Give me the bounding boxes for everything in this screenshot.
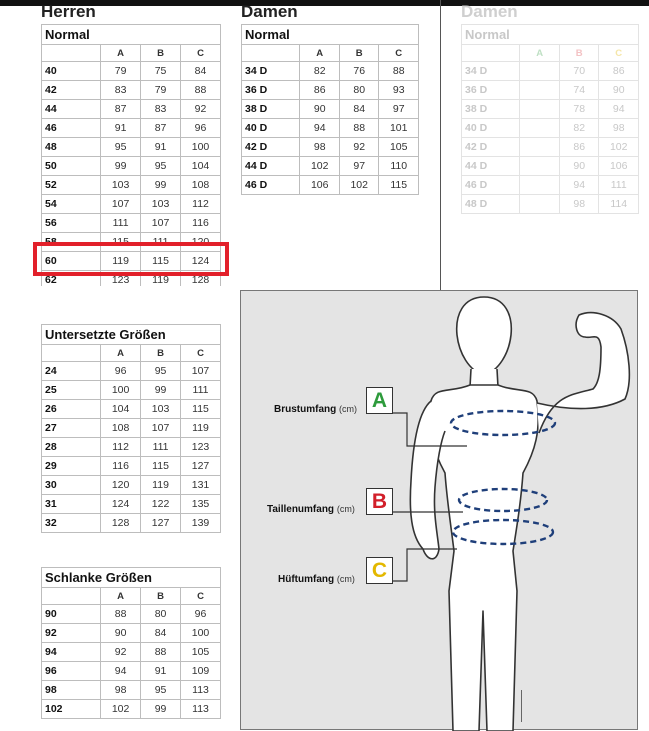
measurement-cell: 111 [141,233,181,252]
measurement-cell [520,176,560,195]
size-label: 48 [42,138,101,157]
measurement-cell: 83 [141,100,181,119]
measurement-cell: 100 [181,624,221,643]
table-row [42,495,221,514]
column-header-a: A [101,345,141,362]
measurement-cell: 79 [141,81,181,100]
measurement-cell: 87 [101,100,141,119]
measurement-cell: 86 [559,138,599,157]
measurement-cell: 98 [101,681,141,700]
measurement-cell: 99 [101,157,141,176]
measurement-cell: 116 [181,214,221,233]
header-blank [242,45,300,62]
measurement-cell: 119 [141,271,181,287]
measurement-cell: 95 [101,138,141,157]
measurement-cell: 102 [339,176,379,195]
column-header-a: A [520,45,560,62]
size-label: 36 D [242,81,300,100]
table-row [42,605,221,624]
size-label: 90 [42,605,101,624]
measurement-cell: 114 [599,195,639,214]
measurement-cell [520,138,560,157]
size-label: 94 [42,643,101,662]
measurement-cell: 82 [559,119,599,138]
size-label: 28 [42,438,101,457]
measurement-cell: 98 [300,138,340,157]
table-row [42,100,221,119]
size-label: 36 D [462,81,520,100]
table-row [242,119,419,138]
measurement-cell: 123 [101,271,141,287]
measurement-cell: 115 [141,457,181,476]
measurement-cell: 106 [300,176,340,195]
measurement-cell: 98 [599,119,639,138]
column-header-a: A [101,588,141,605]
measurement-cell [520,100,560,119]
measurement-cell: 74 [559,81,599,100]
size-label: 30 [42,476,101,495]
measurement-cell [520,119,560,138]
size-label: 25 [42,381,101,400]
table-row [42,81,221,100]
table-row [462,195,639,214]
table-row [42,643,221,662]
table-row [462,119,639,138]
measurement-cell: 100 [101,381,141,400]
table-row [42,419,221,438]
size-label: 102 [42,700,101,719]
table-row [42,195,221,214]
measurement-cell: 78 [559,100,599,119]
measurement-cell: 95 [141,681,181,700]
measurement-cell: 111 [599,176,639,195]
measurement-cell: 97 [379,100,419,119]
measurement-cell: 104 [181,157,221,176]
measurement-cell: 95 [141,362,181,381]
table-row [42,138,221,157]
size-label: 54 [42,195,101,214]
heading-damen-faded: Damen [461,2,518,21]
measurement-cell: 112 [181,195,221,214]
measurement-cell [520,157,560,176]
table-row [462,138,639,157]
column-header-b: B [141,588,181,605]
column-header-b: B [339,45,379,62]
measurement-cell: 119 [181,419,221,438]
measurement-cell [520,195,560,214]
table-row [42,362,221,381]
measurement-cell: 128 [181,271,221,287]
size-label: 56 [42,214,101,233]
measurement-cell: 102 [101,700,141,719]
size-label: 34 D [462,62,520,81]
measurement-cell: 94 [599,100,639,119]
measurement-cell: 131 [181,476,221,495]
measurement-cell: 119 [141,476,181,495]
measurement-cell: 87 [141,119,181,138]
damen-normal-title: Normal [242,25,419,45]
table-row [242,100,419,119]
measurement-c-box: C [366,557,393,584]
measurement-cell: 90 [300,100,340,119]
header-blank [42,45,101,62]
size-label: 52 [42,176,101,195]
table-row [242,62,419,81]
column-header-b: B [141,45,181,62]
measurement-cell: 88 [101,605,141,624]
measurement-cell: 91 [101,119,141,138]
header-blank [462,45,520,62]
measurement-cell: 101 [379,119,419,138]
table-row [462,176,639,195]
damen-faded-table [461,24,639,214]
column-header-a: A [101,45,141,62]
size-label: 42 [42,81,101,100]
measurement-cell: 116 [101,457,141,476]
table-row [462,81,639,100]
measurement-cell: 120 [181,233,221,252]
column-header-c: C [181,345,221,362]
table-row [42,476,221,495]
measurement-cell: 107 [101,195,141,214]
brustumfang-label: Brustumfang (cm) [274,404,358,415]
measurement-cell: 88 [181,81,221,100]
measurement-cell: 108 [101,419,141,438]
measurement-cell: 94 [101,662,141,681]
measurement-b-box: B [366,488,393,515]
measurement-cell [520,81,560,100]
table-row [42,681,221,700]
measurement-cell: 115 [101,233,141,252]
measurement-cell: 94 [300,119,340,138]
table-row [42,438,221,457]
size-label: 62 [42,271,101,287]
header-blank [42,345,101,362]
table-row [242,81,419,100]
column-header-c: C [599,45,639,62]
measurement-cell: 94 [559,176,599,195]
measurement-cell: 135 [181,495,221,514]
measurement-cell: 107 [181,362,221,381]
measurement-cell: 109 [181,662,221,681]
measurement-cell: 80 [339,81,379,100]
measurement-cell: 113 [181,681,221,700]
size-label: 92 [42,624,101,643]
size-label: 27 [42,419,101,438]
damen-faded-title: Normal [462,25,639,45]
heading-damen: Damen [241,2,298,21]
measurement-cell: 107 [141,419,181,438]
untersetzte-title: Untersetzte Größen [42,325,221,345]
size-label: 50 [42,157,101,176]
size-label: 58 [42,233,101,252]
size-label: 42 D [242,138,300,157]
size-label: 46 D [462,176,520,195]
measurement-a-box: A [366,387,393,414]
measurement-cell: 104 [101,400,141,419]
table-row [42,400,221,419]
measurement-cell: 103 [141,195,181,214]
column-header-a: A [300,45,340,62]
measurement-cell: 124 [101,495,141,514]
measurement-cell: 107 [141,214,181,233]
table-row [42,381,221,400]
table-row [42,624,221,643]
size-label: 31 [42,495,101,514]
size-label: 40 D [242,119,300,138]
measurement-cell: 88 [141,643,181,662]
table-row [42,62,221,81]
column-divider [440,0,441,290]
column-header-c: C [181,45,221,62]
measurement-cell: 102 [599,138,639,157]
size-label: 40 D [462,119,520,138]
measurement-cell: 103 [101,176,141,195]
column-header-c: C [181,588,221,605]
size-label: 98 [42,681,101,700]
measurement-cell: 86 [599,62,639,81]
schlanke-table-clip [41,567,221,722]
measurement-cell: 105 [181,643,221,662]
table-row [462,100,639,119]
measurement-cell: 127 [141,514,181,533]
measurement-cell: 84 [339,100,379,119]
measurement-cell: 90 [559,157,599,176]
untersetzte-groessen-table [41,324,221,533]
size-label: 44 D [462,157,520,176]
size-label: 40 [42,62,101,81]
measurement-cell: 110 [379,157,419,176]
table-row [42,157,221,176]
measurement-cell: 70 [559,62,599,81]
table-row [242,176,419,195]
measurement-cell: 139 [181,514,221,533]
measurement-cell: 75 [141,62,181,81]
measurement-cell: 124 [181,252,221,271]
size-label: 44 D [242,157,300,176]
table-row [462,62,639,81]
measurement-cell: 99 [141,700,181,719]
measurement-cell: 102 [300,157,340,176]
measurement-cell: 90 [599,81,639,100]
measurement-cell: 119 [101,252,141,271]
measurement-cell: 122 [141,495,181,514]
table-row [42,119,221,138]
column-header-b: B [559,45,599,62]
bottom-divider [521,690,522,722]
measurement-cell: 99 [141,381,181,400]
measurement-cell: 76 [339,62,379,81]
measurement-cell [520,62,560,81]
table-row [42,176,221,195]
measurement-cell: 84 [141,624,181,643]
highlighted-size-row [33,242,229,276]
measurement-cell: 95 [141,157,181,176]
measurement-cell: 128 [101,514,141,533]
table-row [42,514,221,533]
measurement-cell: 111 [181,381,221,400]
table-row [242,157,419,176]
measurement-cell: 90 [101,624,141,643]
size-label: 24 [42,362,101,381]
size-label: 29 [42,457,101,476]
schlanke-groessen-table [41,567,221,719]
measurement-cell: 120 [101,476,141,495]
measurement-cell: 99 [141,176,181,195]
measurement-cell: 88 [379,62,419,81]
header-blank [42,588,101,605]
size-label: 38 D [462,100,520,119]
measurement-cell: 91 [141,662,181,681]
table-row [42,214,221,233]
top-bar [0,0,649,6]
measurement-cell: 92 [101,643,141,662]
herren-normal-title: Normal [42,25,221,45]
table-row [42,700,221,719]
measurement-cell: 96 [181,605,221,624]
measurement-cell: 108 [181,176,221,195]
measurement-cell: 80 [141,605,181,624]
measurement-cell: 113 [181,700,221,719]
measurement-cell: 100 [181,138,221,157]
measurement-cell: 86 [300,81,340,100]
size-label: 60 [42,252,101,271]
measurement-cell: 98 [559,195,599,214]
heading-herren: Herren [41,2,96,21]
body-measurement-diagram [240,290,638,730]
measurement-cell: 97 [339,157,379,176]
measurement-cell: 96 [101,362,141,381]
schlanke-title: Schlanke Größen [42,568,221,588]
damen-normal-table [241,24,419,195]
table-row [42,662,221,681]
size-label: 32 [42,514,101,533]
measurement-cell: 115 [181,400,221,419]
measurement-cell: 91 [141,138,181,157]
measurement-cell: 103 [141,400,181,419]
measurement-cell: 105 [379,138,419,157]
measurement-cell: 83 [101,81,141,100]
measurement-cell: 93 [379,81,419,100]
measurement-cell: 106 [599,157,639,176]
table-row [42,457,221,476]
column-header-b: B [141,345,181,362]
measurement-cell: 92 [181,100,221,119]
column-header-c: C [379,45,419,62]
measurement-cell: 127 [181,457,221,476]
measurement-cell: 115 [141,252,181,271]
size-label: 96 [42,662,101,681]
measurement-cell: 88 [339,119,379,138]
size-label: 38 D [242,100,300,119]
table-row [242,138,419,157]
measurement-cell: 92 [339,138,379,157]
size-label: 46 [42,119,101,138]
size-label: 44 [42,100,101,119]
size-label: 42 D [462,138,520,157]
size-label: 34 D [242,62,300,81]
hueftumfang-label: Hüftumfang (cm) [278,574,355,585]
size-label: 46 D [242,176,300,195]
measurement-cell: 115 [379,176,419,195]
table-row [462,157,639,176]
measurement-cell: 123 [181,438,221,457]
measurement-cell: 79 [101,62,141,81]
measurement-cell: 84 [181,62,221,81]
size-label: 26 [42,400,101,419]
measurement-cell: 111 [141,438,181,457]
measurement-cell: 82 [300,62,340,81]
taillenumfang-label: Taillenumfang (cm) [267,504,355,515]
measurement-cell: 96 [181,119,221,138]
size-label: 48 D [462,195,520,214]
measurement-cell: 111 [101,214,141,233]
measurement-cell: 112 [101,438,141,457]
